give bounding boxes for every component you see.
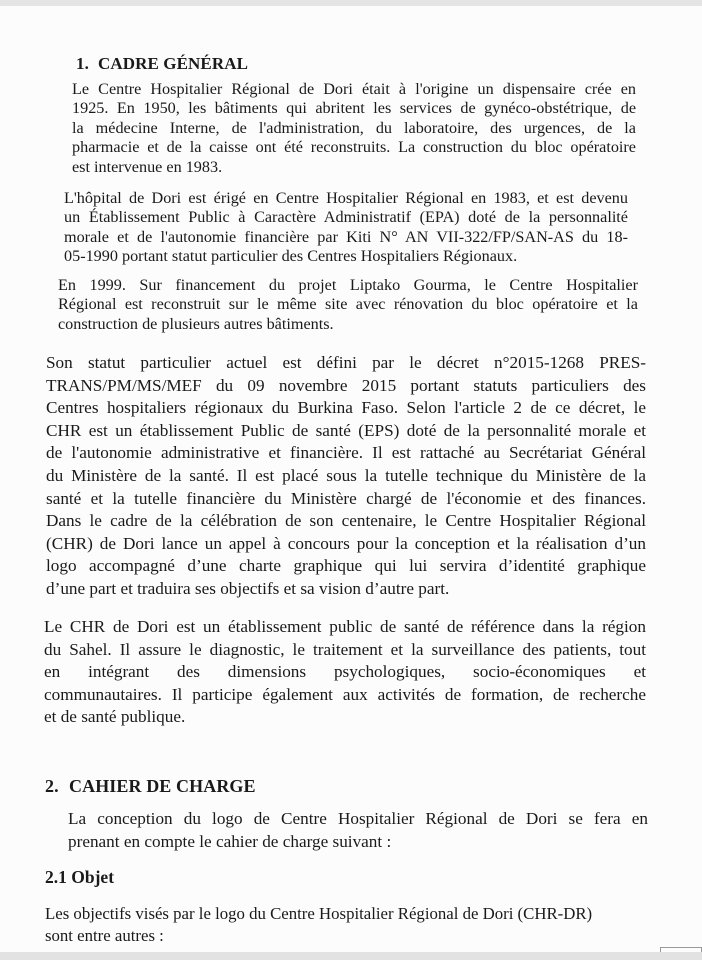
text-line: Centres hospitaliers régionaux du Burkina Faso. Selon l'article 2 de ce décret, le	[46, 398, 646, 418]
section-1-number: 1.	[76, 54, 89, 73]
section-2-heading	[45, 776, 256, 797]
text-line: Dans le cadre de la célébration de son centenaire, le Centre Hospitalier Régional	[46, 511, 646, 531]
text-line: Régional est reconstruit sur le même site avec rénovation du bloc opératoire et la	[58, 295, 638, 314]
text-line: est intervenue en 1983.	[72, 157, 223, 176]
section-2-number: 2.	[45, 776, 59, 796]
paragraph-origins	[72, 80, 636, 177]
section-1-title: CADRE GÉNÉRAL	[98, 54, 249, 73]
text-line: communautaires. Il participe également aux activités de formation, de recherche	[44, 684, 646, 704]
text-line: sont entre autres :	[45, 926, 164, 945]
text-line: pharmacie et de la caisse ont été reconstruits. La construction du bloc opératoire	[72, 138, 636, 157]
paragraph-objet	[45, 903, 641, 947]
text-line: Les objectifs visés par le logo du Centre Hospitalier Régional de Dori (CHR-DR)	[45, 904, 593, 923]
text-line: La conception du logo de Centre Hospitalier Régional de Dori se fera en	[68, 809, 648, 828]
section-2-title: CAHIER DE CHARGE	[69, 776, 256, 796]
text-line: Son statut particulier actuel est défini par le décret n°2015-1268 PRES-	[46, 353, 646, 372]
text-line: en intégrant des dimensions psychologiques, socio-économiques et	[44, 662, 646, 682]
text-line: TRANS/PM/MS/MEF du 09 novembre 2015 portant statuts particuliers des	[46, 375, 646, 395]
text-line: du Sahel. Il assure le diagnostic, le traitement et la surveillance des patients, tout	[44, 639, 646, 659]
subsection-2-1-heading: 2.1 Objet	[45, 867, 115, 887]
paragraph-erection	[64, 189, 628, 267]
text-line: d’une part et traduira ses objectifs et sa vision d’autre part.	[46, 578, 450, 598]
text-line: 1925. En 1950, les bâtiments qui abritent les services de gynéco-obstétrique, de	[72, 99, 636, 118]
text-line: Le CHR de Dori est un établissement public de santé de référence dans la région	[44, 617, 646, 636]
text-line: (CHR) de Dori lance un appel à concours pour la conception et la réalisation d’un	[46, 533, 646, 553]
text-line: CHR est un établissement Public de santé (EPS) doté de la personnalité morale et	[46, 420, 646, 440]
bottom-shadow-band	[0, 952, 702, 960]
text-line: construction de plusieurs autres bâtiments.	[58, 314, 334, 333]
text-line: L'hôpital de Dori est érigé en Centre Hospitalier Régional en 1983, et est devenu	[64, 189, 628, 207]
text-line: du Ministère de la santé. Il est placé sous la tutelle technique du Ministère de la	[46, 465, 646, 485]
text-line: prenant en compte le cahier de charge suivant :	[68, 831, 392, 851]
section-1-heading	[76, 54, 248, 74]
text-line: santé et la tutelle financière du Ministère chargé de l'économie et des finances.	[46, 488, 646, 508]
text-line: un Établissement Public à Caractère Administratif (EPA) doté de la personnalité	[64, 208, 628, 227]
text-line: et de santé publique.	[44, 707, 186, 727]
text-line: de l'autonomie administrative et financière. Il est rattaché au Secrétariat Général	[46, 443, 646, 463]
paragraph-mission	[44, 616, 646, 729]
text-line: 05-1990 portant statut particulier des Centres Hospitaliers Régionaux.	[64, 247, 518, 266]
text-line: Le Centre Hospitalier Régional de Dori était à l'origine un dispensaire crée en	[72, 80, 636, 98]
paragraph-reconstruction	[58, 276, 638, 334]
document-page	[0, 6, 702, 952]
paragraph-status	[46, 352, 646, 601]
text-line: la médecine Interne, de l'administration, du laboratoire, des urgences, de la	[72, 118, 636, 137]
text-line: logo accompagné d’une charte graphique qui lui servira d’identité graphique	[46, 556, 646, 576]
text-line: En 1999. Sur financement du projet Liptako Gourma, le Centre Hospitalier	[58, 276, 638, 294]
paragraph-cahier-intro	[68, 808, 648, 853]
text-line: morale et de l'autonomie financière par Kiti N° AN VII-322/FP/SAN-AS du 18-	[64, 227, 628, 246]
